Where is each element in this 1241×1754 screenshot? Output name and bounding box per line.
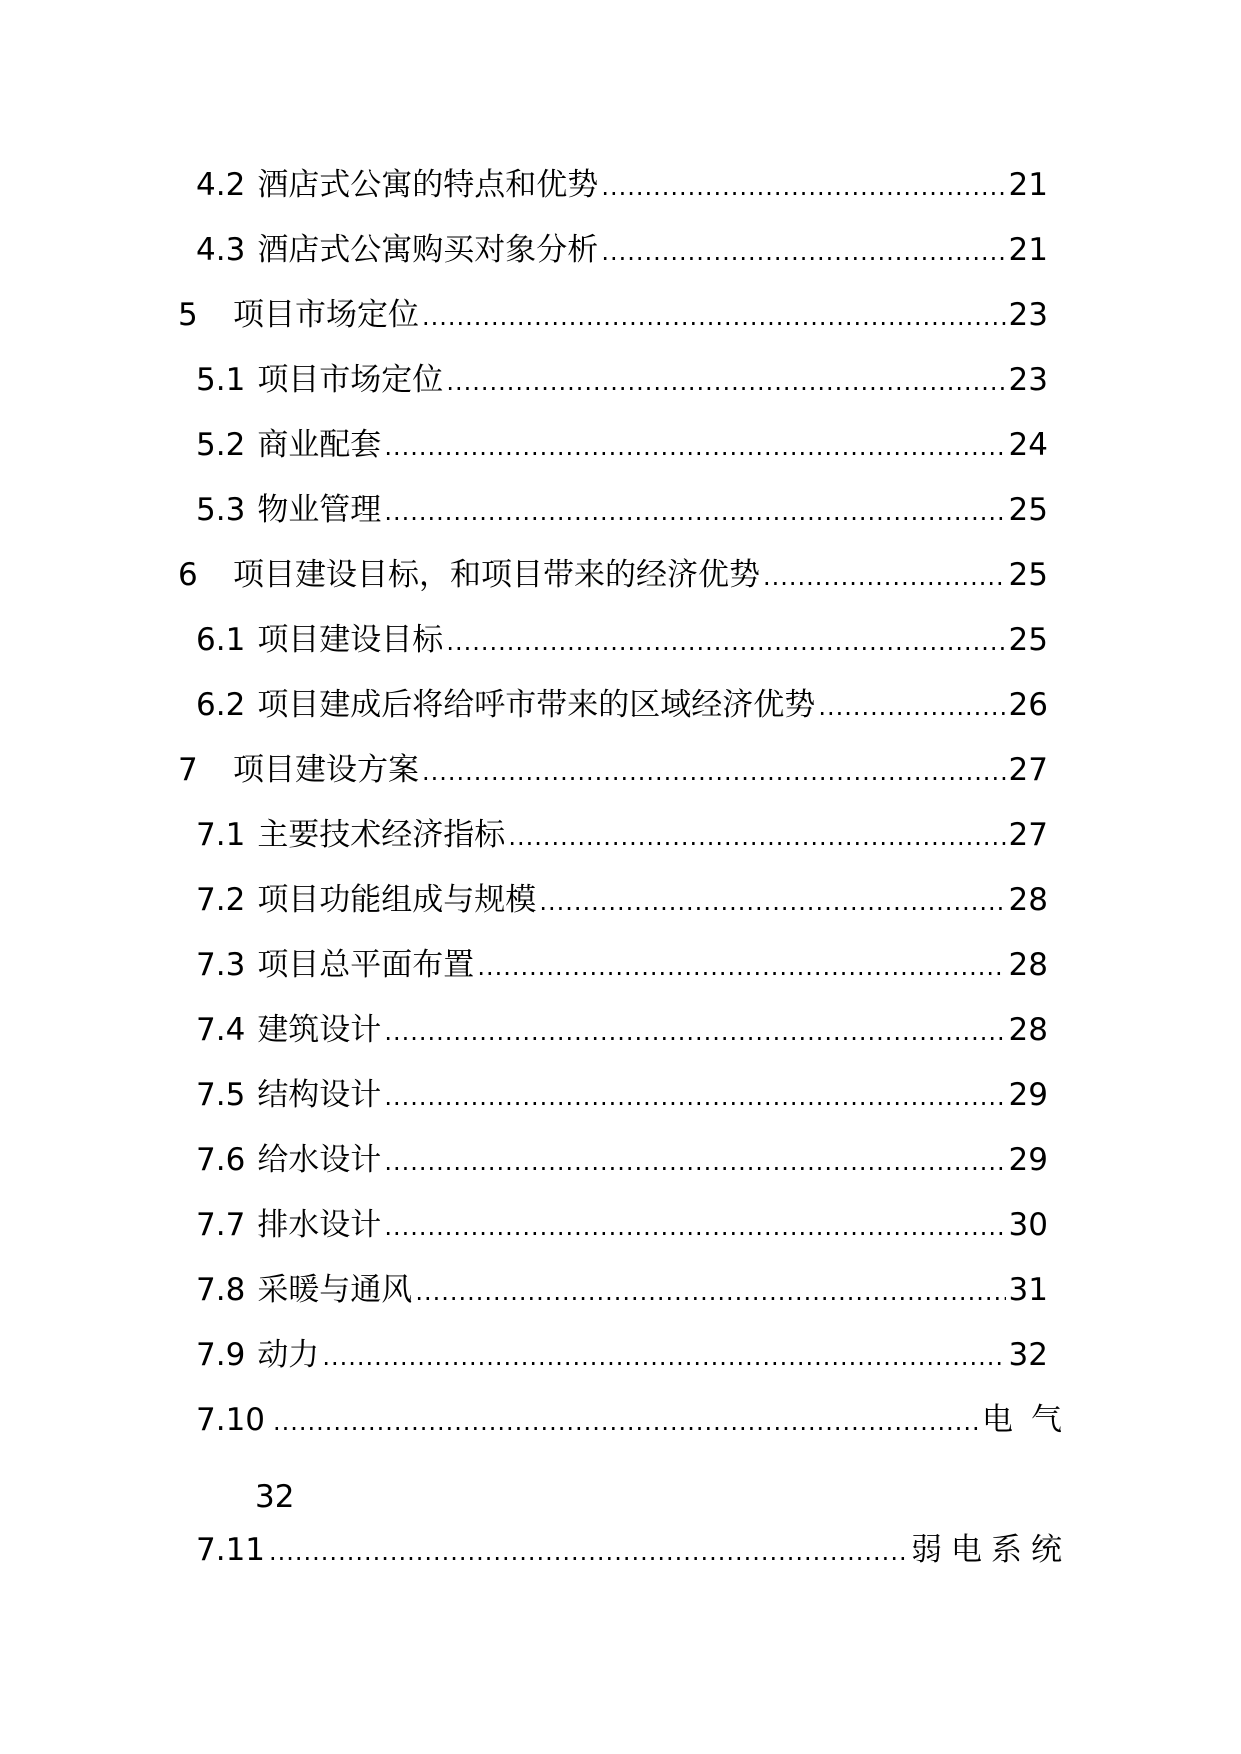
toc-entry-page: 25 [1008,622,1048,658]
toc-entry-page: 24 [1008,427,1048,463]
toc-entry-6-1[interactable] [196,618,1048,662]
toc-entry-7-5[interactable] [196,1073,1048,1117]
toc-entry-page: 29 [1008,1077,1048,1113]
toc-entry-number: 5.2 [196,427,246,463]
toc-entry-title: 项目建成后将给呼市带来的区域经济优势 [257,687,816,723]
toc-entry-page: 23 [1008,362,1048,398]
toc-entry-number: 5.3 [196,492,246,528]
toc-entry-title: 酒店式公寓购买对象分析 [257,232,599,268]
toc-entry-title: 商业配套 [257,427,382,463]
toc-entry-number: 7.9 [196,1337,246,1373]
dot-leader [601,230,1005,274]
toc-entry-7-11[interactable] [196,1528,1071,1572]
dot-leader [818,685,1005,729]
toc-entry-title: 给水设计 [257,1142,382,1178]
toc-entry-number: 5.1 [196,362,246,398]
toc-entry-page: 25 [1008,492,1048,528]
toc-entry-7-4[interactable] [196,1008,1048,1052]
toc-entry-title: 酒店式公寓的特点和优势 [257,167,599,203]
toc-entry-number: 7.3 [196,947,246,983]
toc-entry-7-10-page: 32 [255,1479,295,1515]
toc-entry-5[interactable] [178,293,1048,337]
toc-entry-6[interactable] [178,553,1048,597]
toc-entry-title: 项目总平面布置 [257,947,475,983]
toc-entry-7-2[interactable] [196,878,1048,922]
dot-leader [422,295,1006,339]
toc-entry-7-10[interactable] [196,1398,1080,1442]
dot-leader [446,360,1005,404]
toc-entry-page: 29 [1008,1142,1048,1178]
toc-entry-page: 28 [1008,1012,1048,1048]
dot-leader [384,1205,1005,1249]
toc-entry-5-2[interactable] [196,423,1048,467]
toc-entry-page: 32 [1008,1337,1048,1373]
toc-entry-title: 项目市场定位 [257,362,444,398]
toc-entry-7-1[interactable] [196,813,1048,857]
dot-leader [477,945,1005,989]
toc-entry-title: 物业管理 [257,492,382,528]
toc-entry-7[interactable] [178,748,1048,792]
toc-entry-5-3[interactable] [196,488,1048,532]
toc-entry-number: 7.7 [196,1207,246,1243]
dot-leader [384,1140,1005,1184]
toc-entry-page: 21 [1008,232,1048,268]
toc-entry-number: 5 [178,297,198,333]
toc-entry-page: 27 [1008,752,1048,788]
toc-entry-7-8[interactable] [196,1268,1048,1312]
toc-entry-title: 主要技术经济指标 [257,817,506,853]
dot-leader [384,425,1005,469]
toc-entry-page: 31 [1008,1272,1048,1308]
dot-leader [422,750,1006,794]
toc-entry-page: 30 [1008,1207,1048,1243]
toc-entry-number: 6 [178,557,198,593]
dot-leader [273,1400,979,1444]
toc-entry-6-2[interactable] [196,683,1048,727]
toc-entry-number: 6.1 [196,622,246,658]
toc-entry-7-3[interactable] [196,943,1048,987]
dot-leader [446,620,1005,664]
dot-leader [322,1335,1005,1379]
toc-entry-number: 6.2 [196,687,246,723]
dot-leader [269,1530,908,1574]
toc-entry-title: 建筑设计 [257,1012,382,1048]
toc-entry-page: 25 [1008,557,1048,593]
dot-leader [601,165,1005,209]
toc-entry-7-6[interactable] [196,1138,1048,1182]
toc-entry-7-9[interactable] [196,1333,1048,1377]
toc-entry-title: 采暖与通风 [257,1272,413,1308]
toc-entry-number: 7.11 [196,1532,266,1568]
toc-entry-number: 4.2 [196,167,246,203]
toc-entry-title: 弱电系统 [911,1532,1071,1568]
toc-entry-page: 28 [1008,882,1048,918]
toc-entry-number: 7 [178,752,198,788]
toc-entry-number: 7.8 [196,1272,246,1308]
toc-entry-title: 排水设计 [257,1207,382,1243]
toc-entry-title: 项目建设目标 [257,622,444,658]
toc-entry-number: 4.3 [196,232,246,268]
toc-entry-page: 28 [1008,947,1048,983]
toc-entry-page: 26 [1008,687,1048,723]
dot-leader [384,1010,1005,1054]
toc-entry-title: 项目建设目标，和项目带来的经济优势 [233,557,760,593]
toc-entry-number: 7.2 [196,882,246,918]
toc-entry-number: 7.4 [196,1012,246,1048]
dot-leader [415,1270,1005,1314]
toc-entry-4-3[interactable] [196,228,1048,272]
dot-leader [508,815,1005,859]
dot-leader [539,880,1005,924]
toc-entry-number: 7.1 [196,817,246,853]
toc-entry-title: 项目功能组成与规模 [257,882,537,918]
toc-entry-title: 动力 [257,1337,320,1373]
toc-entry-page: 23 [1008,297,1048,333]
toc-entry-number: 7.6 [196,1142,246,1178]
toc-entry-page: 27 [1008,817,1048,853]
toc-entry-title: 项目市场定位 [233,297,419,333]
dot-leader [763,555,1006,599]
dot-leader [384,490,1005,534]
toc-entry-number: 7.10 [196,1402,266,1438]
toc-entry-title: 项目建设方案 [233,752,419,788]
dot-leader [384,1075,1005,1119]
toc-entry-title: 结构设计 [257,1077,382,1113]
toc-entry-7-7[interactable] [196,1203,1048,1247]
toc-entry-page: 21 [1008,167,1048,203]
toc-entry-number: 7.5 [196,1077,246,1113]
toc-entry-4-2[interactable] [196,163,1048,207]
toc-entry-title: 电气 [982,1402,1080,1438]
toc-entry-5-1[interactable] [196,358,1048,402]
